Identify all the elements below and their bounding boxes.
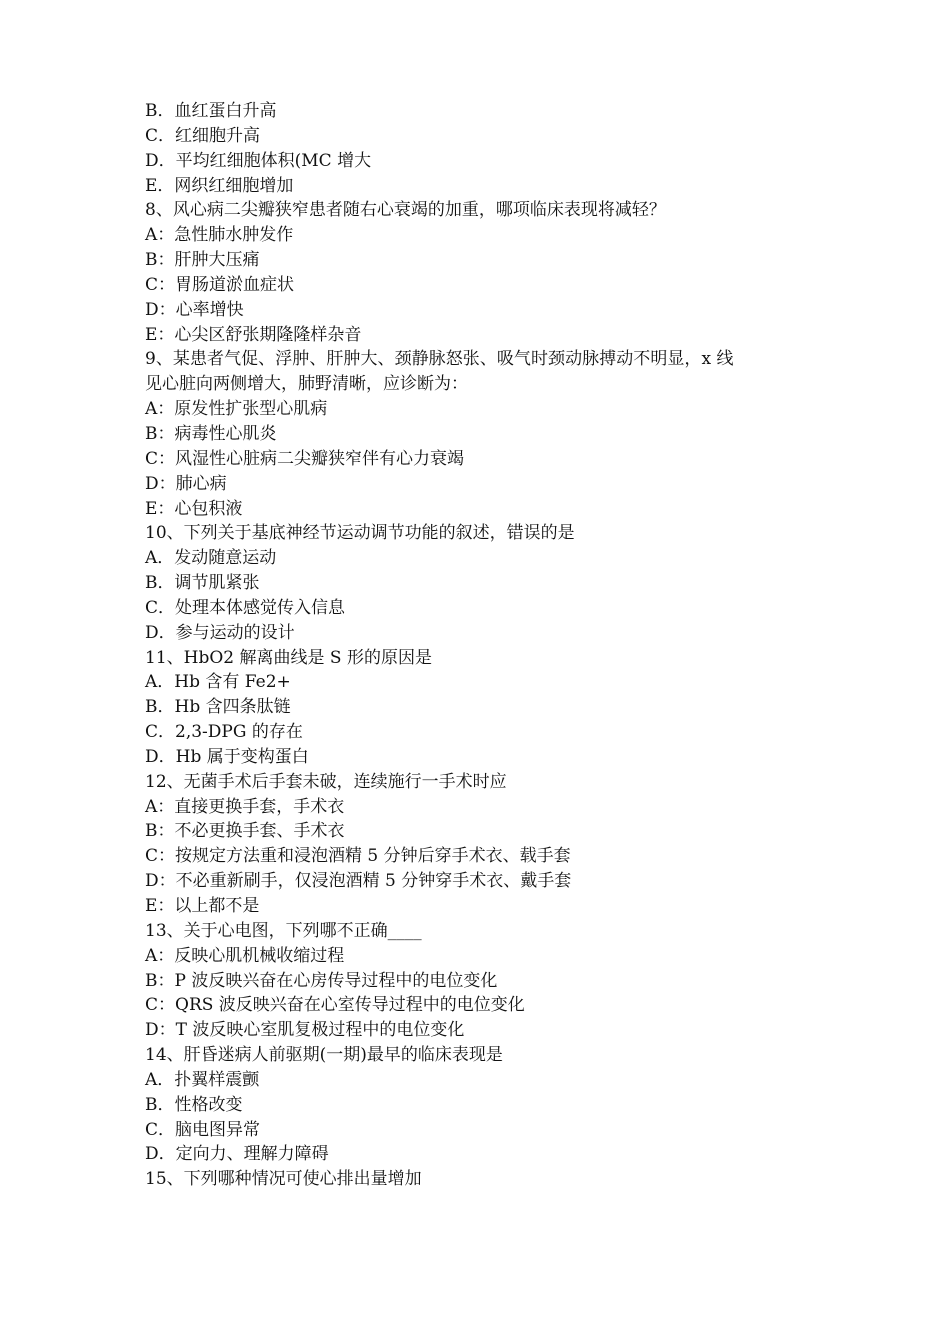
option-line: E：以上都不是 [145,896,260,916]
option-line: D．Hb 属于变构蛋白 [145,746,309,767]
option-line: B．Hb 含四条肽链 [145,697,291,718]
option-line: B．血红蛋白升高 [145,101,277,121]
option-line: D：肺心病 [145,473,227,494]
option-line: E．网织红细胞增加 [145,175,294,196]
option-line: D：不必重新刷手，仅浸泡酒精 5 分钟穿手术衣、戴手套 [145,871,572,892]
question-9: 9、某患者气促、浮肿、肝肿大、颈静脉怒张、吸气时颈动脉搏动不明显，x 线 [145,349,734,370]
question-9-continued: 见心脏向两侧增大，肺野清晰，应诊断为： [145,374,468,395]
option-line: B．性格改变 [145,1094,243,1115]
option-line: C：风湿性心脏病二尖瓣狭窄伴有心力衰竭 [145,448,465,469]
question-11: 11、HbO2 解离曲线是 S 形的原因是 [145,647,432,668]
option-line: C：QRS 波反映兴奋在心室传导过程中的电位变化 [145,995,525,1016]
option-line: D．定向力、理解力障碍 [145,1144,329,1165]
option-line: B：P 波反映兴奋在心房传导过程中的电位变化 [145,970,498,991]
question-8: 8、风心病二尖瓣狭窄患者随右心衰竭的加重，哪项临床表现将减轻？ [145,200,666,221]
question-14: 14、肝昏迷病人前驱期(一期)最早的临床表现是 [145,1045,503,1066]
option-line: D．参与运动的设计 [145,622,295,643]
option-line: A：原发性扩张型心肌病 [145,399,328,420]
option-line: D．平均红细胞体积(MC 增大 [145,150,372,171]
option-line: E：心包积液 [145,498,243,519]
question-13: 13、关于心电图，下列哪不正确____ [145,920,422,941]
question-text-block [145,99,825,1192]
option-line: A：反映心肌机械收缩过程 [145,945,345,966]
option-line: C．处理本体感觉传入信息 [145,597,346,618]
option-line: B：肝肿大压痛 [145,250,260,271]
option-line: D：T 波反映心室肌复极过程中的电位变化 [145,1020,465,1041]
option-line: B：病毒性心肌炎 [145,423,277,444]
option-line: B．调节肌紧张 [145,573,260,594]
option-line: A．发动随意运动 [145,548,277,569]
question-12: 12、无菌手术后手套未破，连续施行一手术时应 [145,771,507,792]
question-15: 15、下列哪种情况可使心排出量增加 [145,1169,422,1190]
option-line: A：直接更换手套，手术衣 [145,796,345,817]
option-line: C．红细胞升高 [145,125,261,146]
option-line: A．Hb 含有 Fe2+ [145,672,291,693]
option-line: A．扑翼样震颤 [145,1069,260,1090]
option-line: C．脑电图异常 [145,1119,261,1140]
option-line: A：急性肺水肿发作 [145,225,294,246]
option-line: C：胃肠道淤血症状 [145,274,295,295]
option-line: C．2,3-DPG 的存在 [145,722,303,743]
question-10: 10、下列关于基底神经节运动调节功能的叙述，错误的是 [145,523,575,544]
option-line: B：不必更换手套、手术衣 [145,821,345,842]
option-line: C：按规定方法重和浸泡酒精 5 分钟后穿手术衣、载手套 [145,846,571,867]
option-line: D：心率增快 [145,299,244,320]
option-line: E：心尖区舒张期隆隆样杂音 [145,324,362,345]
